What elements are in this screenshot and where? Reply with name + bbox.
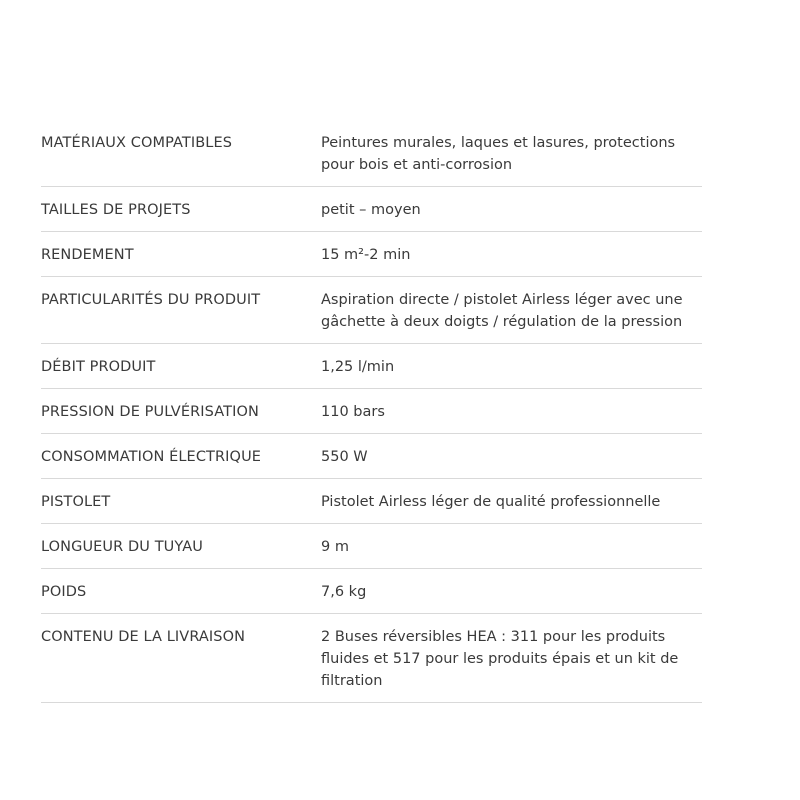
spec-value: 550 W (321, 449, 368, 465)
spec-row (41, 479, 702, 524)
spec-row (41, 389, 702, 434)
spec-row (41, 344, 702, 389)
spec-label: CONTENU DE LA LIVRAISON (41, 629, 246, 645)
spec-row (41, 434, 702, 479)
spec-label: CONSOMMATION ÉLECTRIQUE (41, 449, 262, 465)
spec-value: Peintures murales, laques et lasures, protections pour bois et anti-corrosion (321, 135, 676, 173)
spec-label: TAILLES DE PROJETS (41, 202, 191, 218)
spec-label: RENDEMENT (41, 247, 134, 263)
spec-label: DÉBIT PRODUIT (41, 359, 156, 375)
spec-row (41, 524, 702, 569)
spec-row (41, 232, 702, 277)
spec-value: Aspiration directe / pistolet Airless léger avec une gâchette à deux doigts / régulation de la pression (321, 292, 683, 330)
spec-row (41, 187, 702, 232)
spec-value: 9 m (321, 539, 349, 555)
spec-label: PARTICULARITÉS DU PRODUIT (41, 292, 261, 308)
spec-value: 110 bars (321, 404, 385, 420)
spec-value: 1,25 l/min (321, 359, 395, 375)
spec-value: 2 Buses réversibles HEA : 311 pour les produits fluides et 517 pour les produits épais et un kit de filtration (321, 629, 679, 689)
spec-label: POIDS (41, 584, 87, 600)
spec-row (41, 569, 702, 614)
spec-row (41, 120, 702, 187)
spec-label: PISTOLET (41, 494, 111, 510)
spec-row (41, 614, 702, 703)
spec-label: PRESSION DE PULVÉRISATION (41, 404, 259, 420)
spec-row (41, 277, 702, 344)
spec-label: MATÉRIAUX COMPATIBLES (41, 135, 233, 151)
spec-value: Pistolet Airless léger de qualité professionnelle (321, 494, 661, 510)
spec-value: petit – moyen (321, 202, 421, 218)
spec-value: 7,6 kg (321, 584, 367, 600)
spec-label: LONGUEUR DU TUYAU (41, 539, 203, 555)
spec-table (41, 120, 702, 703)
spec-value: 15 m²-2 min (321, 247, 411, 263)
